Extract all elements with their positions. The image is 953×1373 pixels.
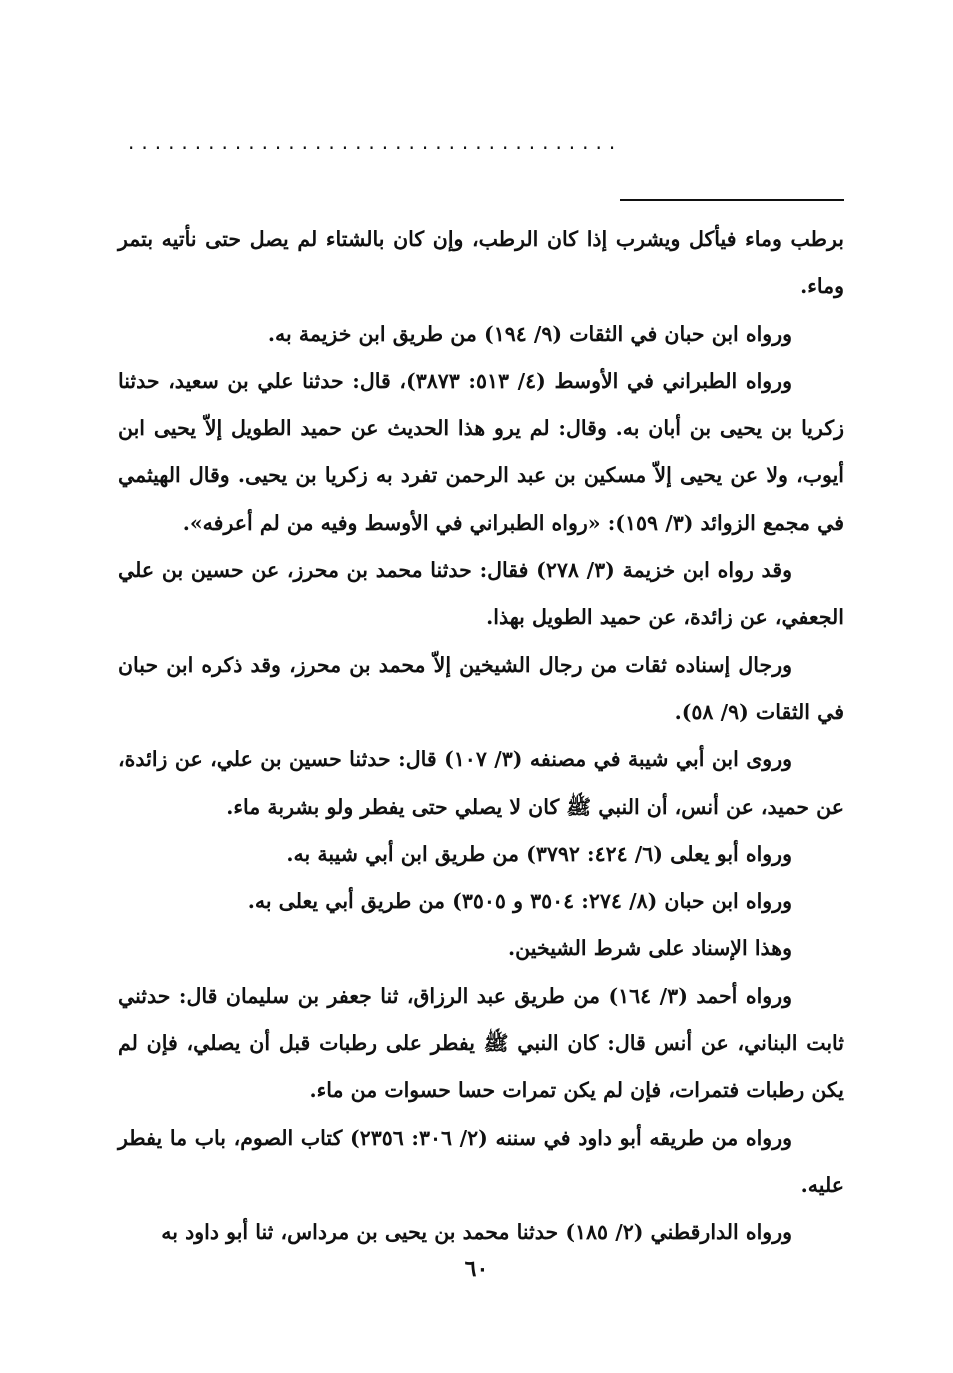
paragraph: ورواه من طريقه أبو داود في سننه (٢/ ٣٠٦: ٢٣٥٦) كتاب الصوم، باب ما يفطر عليه. — [118, 1125, 844, 1197]
footnote-rule — [620, 199, 844, 201]
footnote-body — [118, 216, 844, 1257]
paragraph: ورواه ابن حبان في الثقات (٩/ ١٩٤) من طريق ابن خزيمة به. — [267, 321, 792, 346]
paragraph: ورواه أبو يعلى (٦/ ٤٢٤: ٣٧٩٢) من طريق ابن أبي شيبة به. — [286, 841, 792, 866]
paragraph: ورواه ابن حبان (٨/ ٢٧٤: ٣٥٠٤ و ٣٥٠٥) من طريق أبي يعلى به. — [247, 889, 792, 914]
dotted-separator: ..................................... — [128, 132, 623, 152]
paragraph: ورواه أحمد (٣/ ١٦٤) من طريق عبد الرزاق، ثنا جعفر بن سليمان قال: حدثني ثابت البناني، عن أنس قال: كان النبي ﷺ يفطر على رطبات قبل أن يصلي، فإن لم يكن رطبات فتمرات، فإن لم يكن تمرات حسا حسوات من ماء. — [118, 983, 844, 1103]
paragraph: ورواه الدارقطني (٢/ ١٨٥) حدثنا محمد بن يحيى بن مرداس، ثنا أبو داود به — [161, 1220, 792, 1245]
paragraph: وروى ابن أبي شيبة في مصنفه (٣/ ١٠٧) قال: حدثنا حسين بن علي، عن زائدة، عن حميد، عن أنس، أن النبي ﷺ كان لا يصلي حتى يفطر ولو بشربة ماء. — [118, 747, 844, 819]
paragraph: برطب وماء فيأكل ويشرب إذا كان الرطب، وإن كان بالشتاء لم يصل حتى نأتيه بتمر وماء. — [118, 227, 844, 299]
paragraph: وهذا الإسناد على شرط الشيخين. — [508, 936, 792, 961]
paragraph: ورجال إسناده ثقات من رجال الشيخين إلاّ محمد بن محرز، وقد ذكره ابن حبان في الثقات (٩/ ٥٨). — [118, 652, 844, 724]
paragraph: وقد رواه ابن خزيمة (٣/ ٢٧٨) فقال: حدثنا محمد بن محرز، عن حسين بن علي الجعفي، عن زائدة، عن حميد الطويل بهذا. — [118, 558, 844, 630]
page-number: ٦٠ — [464, 1256, 489, 1282]
paragraph: ورواه الطبراني في الأوسط (٤/ ٥١٣: ٣٨٧٣)، قال: حدثنا علي بن سعيد، حدثنا زكريا بن يحيى بن أبان به. وقال: لم يرو هذا الحديث عن حميد الطويل إلاّ يحيى ابن أيوب، ولا عن يحيى إلاّ مسكين بن عبد الرحمن تفرد به زكريا بن يحيى. وقال الهيثمي في مجمع الزوائد (٣/ ١٥٩): «رواه الطبراني في الأوسط وفيه من لم أعرفه». — [118, 368, 844, 535]
